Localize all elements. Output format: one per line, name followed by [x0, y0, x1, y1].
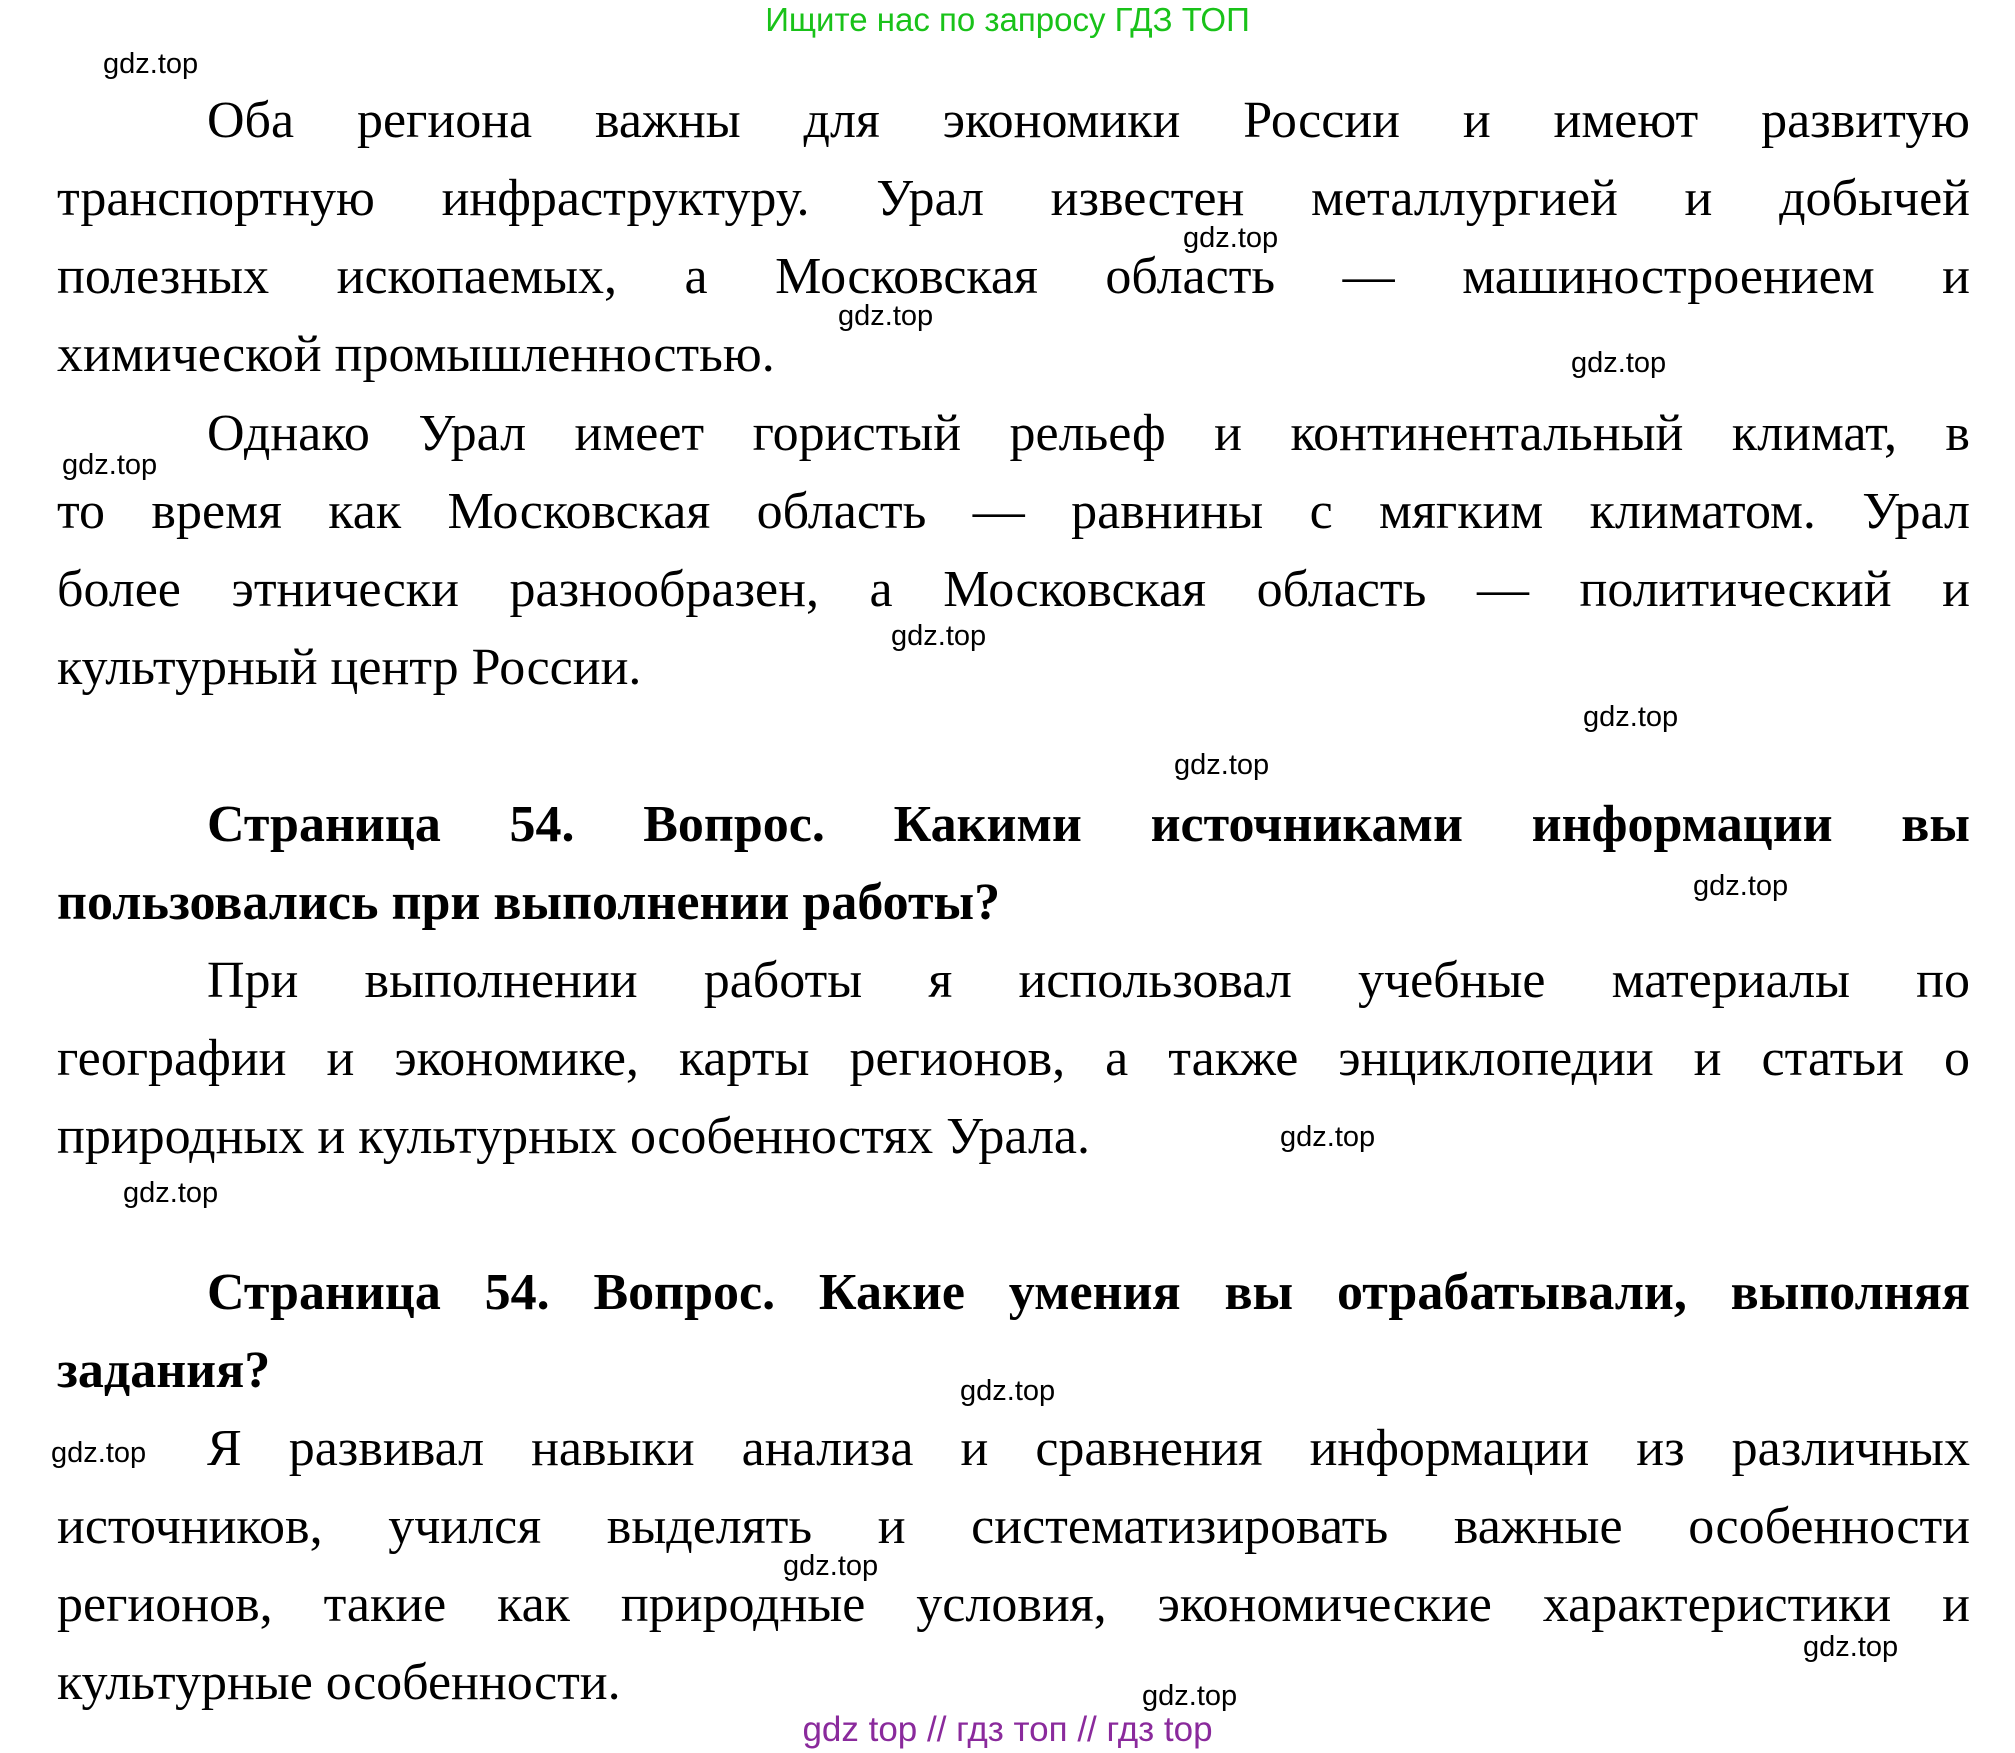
watermark: gdz.top	[1280, 1121, 1376, 1153]
watermark: gdz.top	[1183, 222, 1279, 254]
watermark: gdz.top	[838, 300, 934, 332]
question-1-line-2: пользовались при выполнении работы?	[57, 874, 1001, 931]
watermark: gdz.top	[1174, 749, 1270, 781]
question-2-line-2: задания?	[57, 1342, 271, 1399]
watermark: gdz.top	[103, 48, 199, 80]
watermark: gdz.top	[960, 1375, 1056, 1407]
paragraph-2-line-2: то время как Московская область — равнины с мягким климатом. Урал	[57, 483, 1970, 540]
question-1-line-1: Страница 54. Вопрос. Какими источниками информации вы	[207, 796, 1970, 853]
paragraph-2-line-1: Однако Урал имеет гористый рельеф и континентальный климат, в	[207, 405, 1970, 462]
watermark: gdz.top	[783, 1550, 879, 1582]
answer-2-line-2: источников, учился выделять и систематизировать важные особенности	[57, 1498, 1970, 1555]
answer-2-line-4: культурные особенности.	[57, 1654, 621, 1711]
question-2-line-1: Страница 54. Вопрос. Какие умения вы отрабатывали, выполняя	[207, 1264, 1970, 1321]
answer-2-line-3: регионов, такие как природные условия, экономические характеристики и	[57, 1576, 1970, 1633]
paragraph-1-line-1: Оба региона важны для экономики России и имеют развитую	[207, 92, 1970, 149]
answer-1-line-2: географии и экономике, карты регионов, а также энциклопедии и статьи о	[57, 1030, 1970, 1087]
paragraph-1-line-4: химической промышленностью.	[57, 326, 775, 383]
paragraph-2-line-3: более этнически разнообразен, а Московская область — политический и	[57, 561, 1970, 618]
top-banner: Ищите нас по запросу ГДЗ ТОП	[765, 1, 1250, 38]
paragraph-1-line-2: транспортную инфраструктуру. Урал известен металлургией и добычей	[57, 170, 1970, 227]
answer-2-line-1: Я развивал навыки анализа и сравнения информации из различных	[207, 1420, 1970, 1477]
watermark: gdz.top	[51, 1437, 147, 1469]
paragraph-1-line-3: полезных ископаемых, а Московская область — машиностроением и	[57, 248, 1970, 305]
answer-1-line-3: природных и культурных особенностях Урала.	[57, 1108, 1090, 1165]
watermark: gdz.top	[1142, 1680, 1238, 1712]
watermark: gdz.top	[62, 449, 158, 481]
footer-links: gdz top // гдз топ // гдз top	[802, 1710, 1213, 1749]
answer-1-line-1: При выполнении работы я использовал учебные материалы по	[207, 952, 1970, 1009]
watermark: gdz.top	[1803, 1631, 1899, 1663]
watermark: gdz.top	[1583, 701, 1679, 733]
watermark: gdz.top	[1571, 347, 1667, 379]
watermark: gdz.top	[891, 620, 987, 652]
paragraph-2-line-4: культурный центр России.	[57, 639, 642, 696]
watermark: gdz.top	[123, 1177, 219, 1209]
watermark: gdz.top	[1693, 870, 1789, 902]
